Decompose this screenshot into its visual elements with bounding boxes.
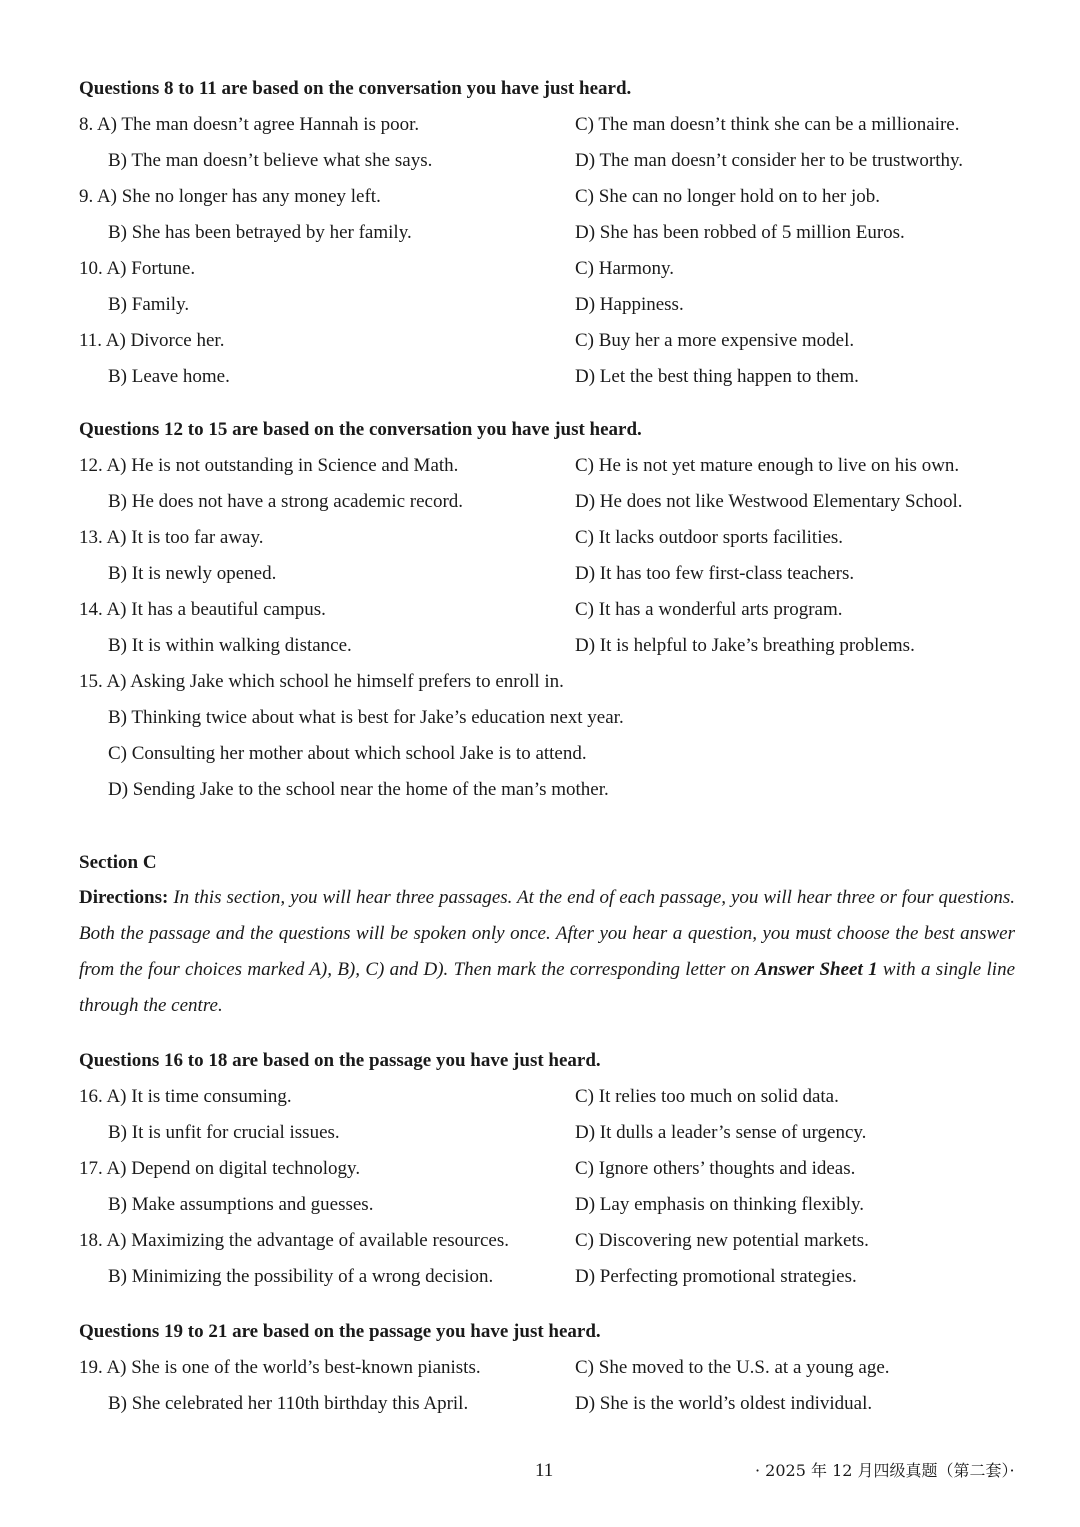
q16-option-d: D) It dulls a leader’s sense of urgency. xyxy=(575,1122,867,1143)
page-number: 11 xyxy=(535,1460,554,1481)
q15-option-c: C) Consulting her mother about which school Jake is to attend. xyxy=(108,743,587,764)
page-footer: · 2025 年 12 月四级真题（第二套）· xyxy=(755,1461,1015,1480)
group-heading-8-11: Questions 8 to 11 are based on the conversation you have just heard. xyxy=(79,78,632,99)
group-heading-19-21: Questions 19 to 21 are based on the passage you have just heard. xyxy=(79,1321,601,1342)
q17-option-d: D) Lay emphasis on thinking flexibly. xyxy=(575,1194,864,1215)
q18-option-a: 18. A) Maximizing the advantage of available resources. xyxy=(79,1230,509,1251)
q19-option-d: D) She is the world’s oldest individual. xyxy=(575,1393,873,1414)
q9-option-a: 9. A) She no longer has any money left. xyxy=(79,186,381,207)
q18-option-b: B) Minimizing the possibility of a wrong decision. xyxy=(108,1266,494,1287)
q11-option-d: D) Let the best thing happen to them. xyxy=(575,366,859,387)
q15-option-d: D) Sending Jake to the school near the home of the man’s mother. xyxy=(108,779,609,800)
q14-option-b: B) It is within walking distance. xyxy=(108,635,352,656)
q10-option-b: B) Family. xyxy=(108,294,190,315)
q16-option-b: B) It is unfit for crucial issues. xyxy=(108,1122,340,1143)
q10-option-d: D) Happiness. xyxy=(575,294,684,315)
q19-option-b: B) She celebrated her 110th birthday this April. xyxy=(108,1393,469,1414)
q17-option-a: 17. A) Depend on digital technology. xyxy=(79,1158,361,1179)
q12-option-b: B) He does not have a strong academic record. xyxy=(108,491,464,512)
q16-option-c: C) It relies too much on solid data. xyxy=(575,1086,839,1107)
section-c-directions xyxy=(79,880,1015,1024)
group-heading-16-18: Questions 16 to 18 are based on the passage you have just heard. xyxy=(79,1050,601,1071)
directions-text-1: In this section, you will hear three passages. At the end of each passage, you will hear three or four questions. Both the passage and the questions will be spoken only once. After you hear a question, you must choose the best answer from the four choices marked A), B), C) and D). Then mark the corresponding letter on xyxy=(79,887,1015,980)
q10-option-a: 10. A) Fortune. xyxy=(79,258,196,279)
q12-option-c: C) He is not yet mature enough to live on his own. xyxy=(575,455,960,476)
q13-option-b: B) It is newly opened. xyxy=(108,563,277,584)
q14-option-c: C) It has a wonderful arts program. xyxy=(575,599,843,620)
q17-option-b: B) Make assumptions and guesses. xyxy=(108,1194,374,1215)
q18-option-d: D) Perfecting promotional strategies. xyxy=(575,1266,857,1287)
q17-option-c: C) Ignore others’ thoughts and ideas. xyxy=(575,1158,856,1179)
q16-option-a: 16. A) It is time consuming. xyxy=(79,1086,292,1107)
q19-option-c: C) She moved to the U.S. at a young age. xyxy=(575,1357,890,1378)
q13-option-d: D) It has too few first-class teachers. xyxy=(575,563,855,584)
q9-option-d: D) She has been robbed of 5 million Euros. xyxy=(575,222,905,243)
q15-option-b: B) Thinking twice about what is best for Jake’s education next year. xyxy=(108,707,624,728)
q11-option-b: B) Leave home. xyxy=(108,366,230,387)
q18-option-c: C) Discovering new potential markets. xyxy=(575,1230,869,1251)
q8-option-c: C) The man doesn’t think she can be a millionaire. xyxy=(575,114,960,135)
q13-option-c: C) It lacks outdoor sports facilities. xyxy=(575,527,844,548)
q11-option-a: 11. A) Divorce her. xyxy=(79,330,225,351)
q8-option-d: D) The man doesn’t consider her to be trustworthy. xyxy=(575,150,964,171)
q11-option-c: C) Buy her a more expensive model. xyxy=(575,330,855,351)
section-c-title: Section C xyxy=(79,852,157,873)
q12-option-d: D) He does not like Westwood Elementary School. xyxy=(575,491,963,512)
q9-option-c: C) She can no longer hold on to her job. xyxy=(575,186,881,207)
q14-option-d: D) It is helpful to Jake’s breathing problems. xyxy=(575,635,915,656)
q19-option-a: 19. A) She is one of the world’s best-known pianists. xyxy=(79,1357,481,1378)
q14-option-a: 14. A) It has a beautiful campus. xyxy=(79,599,326,620)
q10-option-c: C) Harmony. xyxy=(575,258,675,279)
directions-label: Directions: xyxy=(79,887,169,908)
q12-option-a: 12. A) He is not outstanding in Science and Math. xyxy=(79,455,459,476)
q8-option-b: B) The man doesn’t believe what she says. xyxy=(108,150,433,171)
directions-answer-sheet: Answer Sheet 1 xyxy=(755,959,878,980)
directions-text-2: with a single line through the centre. xyxy=(79,959,1015,1016)
group-heading-12-15: Questions 12 to 15 are based on the conversation you have just heard. xyxy=(79,419,642,440)
q13-option-a: 13. A) It is too far away. xyxy=(79,527,264,548)
q8-option-a: 8. A) The man doesn’t agree Hannah is poor. xyxy=(79,114,420,135)
q15-option-a: 15. A) Asking Jake which school he himself prefers to enroll in. xyxy=(79,671,564,692)
q9-option-b: B) She has been betrayed by her family. xyxy=(108,222,412,243)
